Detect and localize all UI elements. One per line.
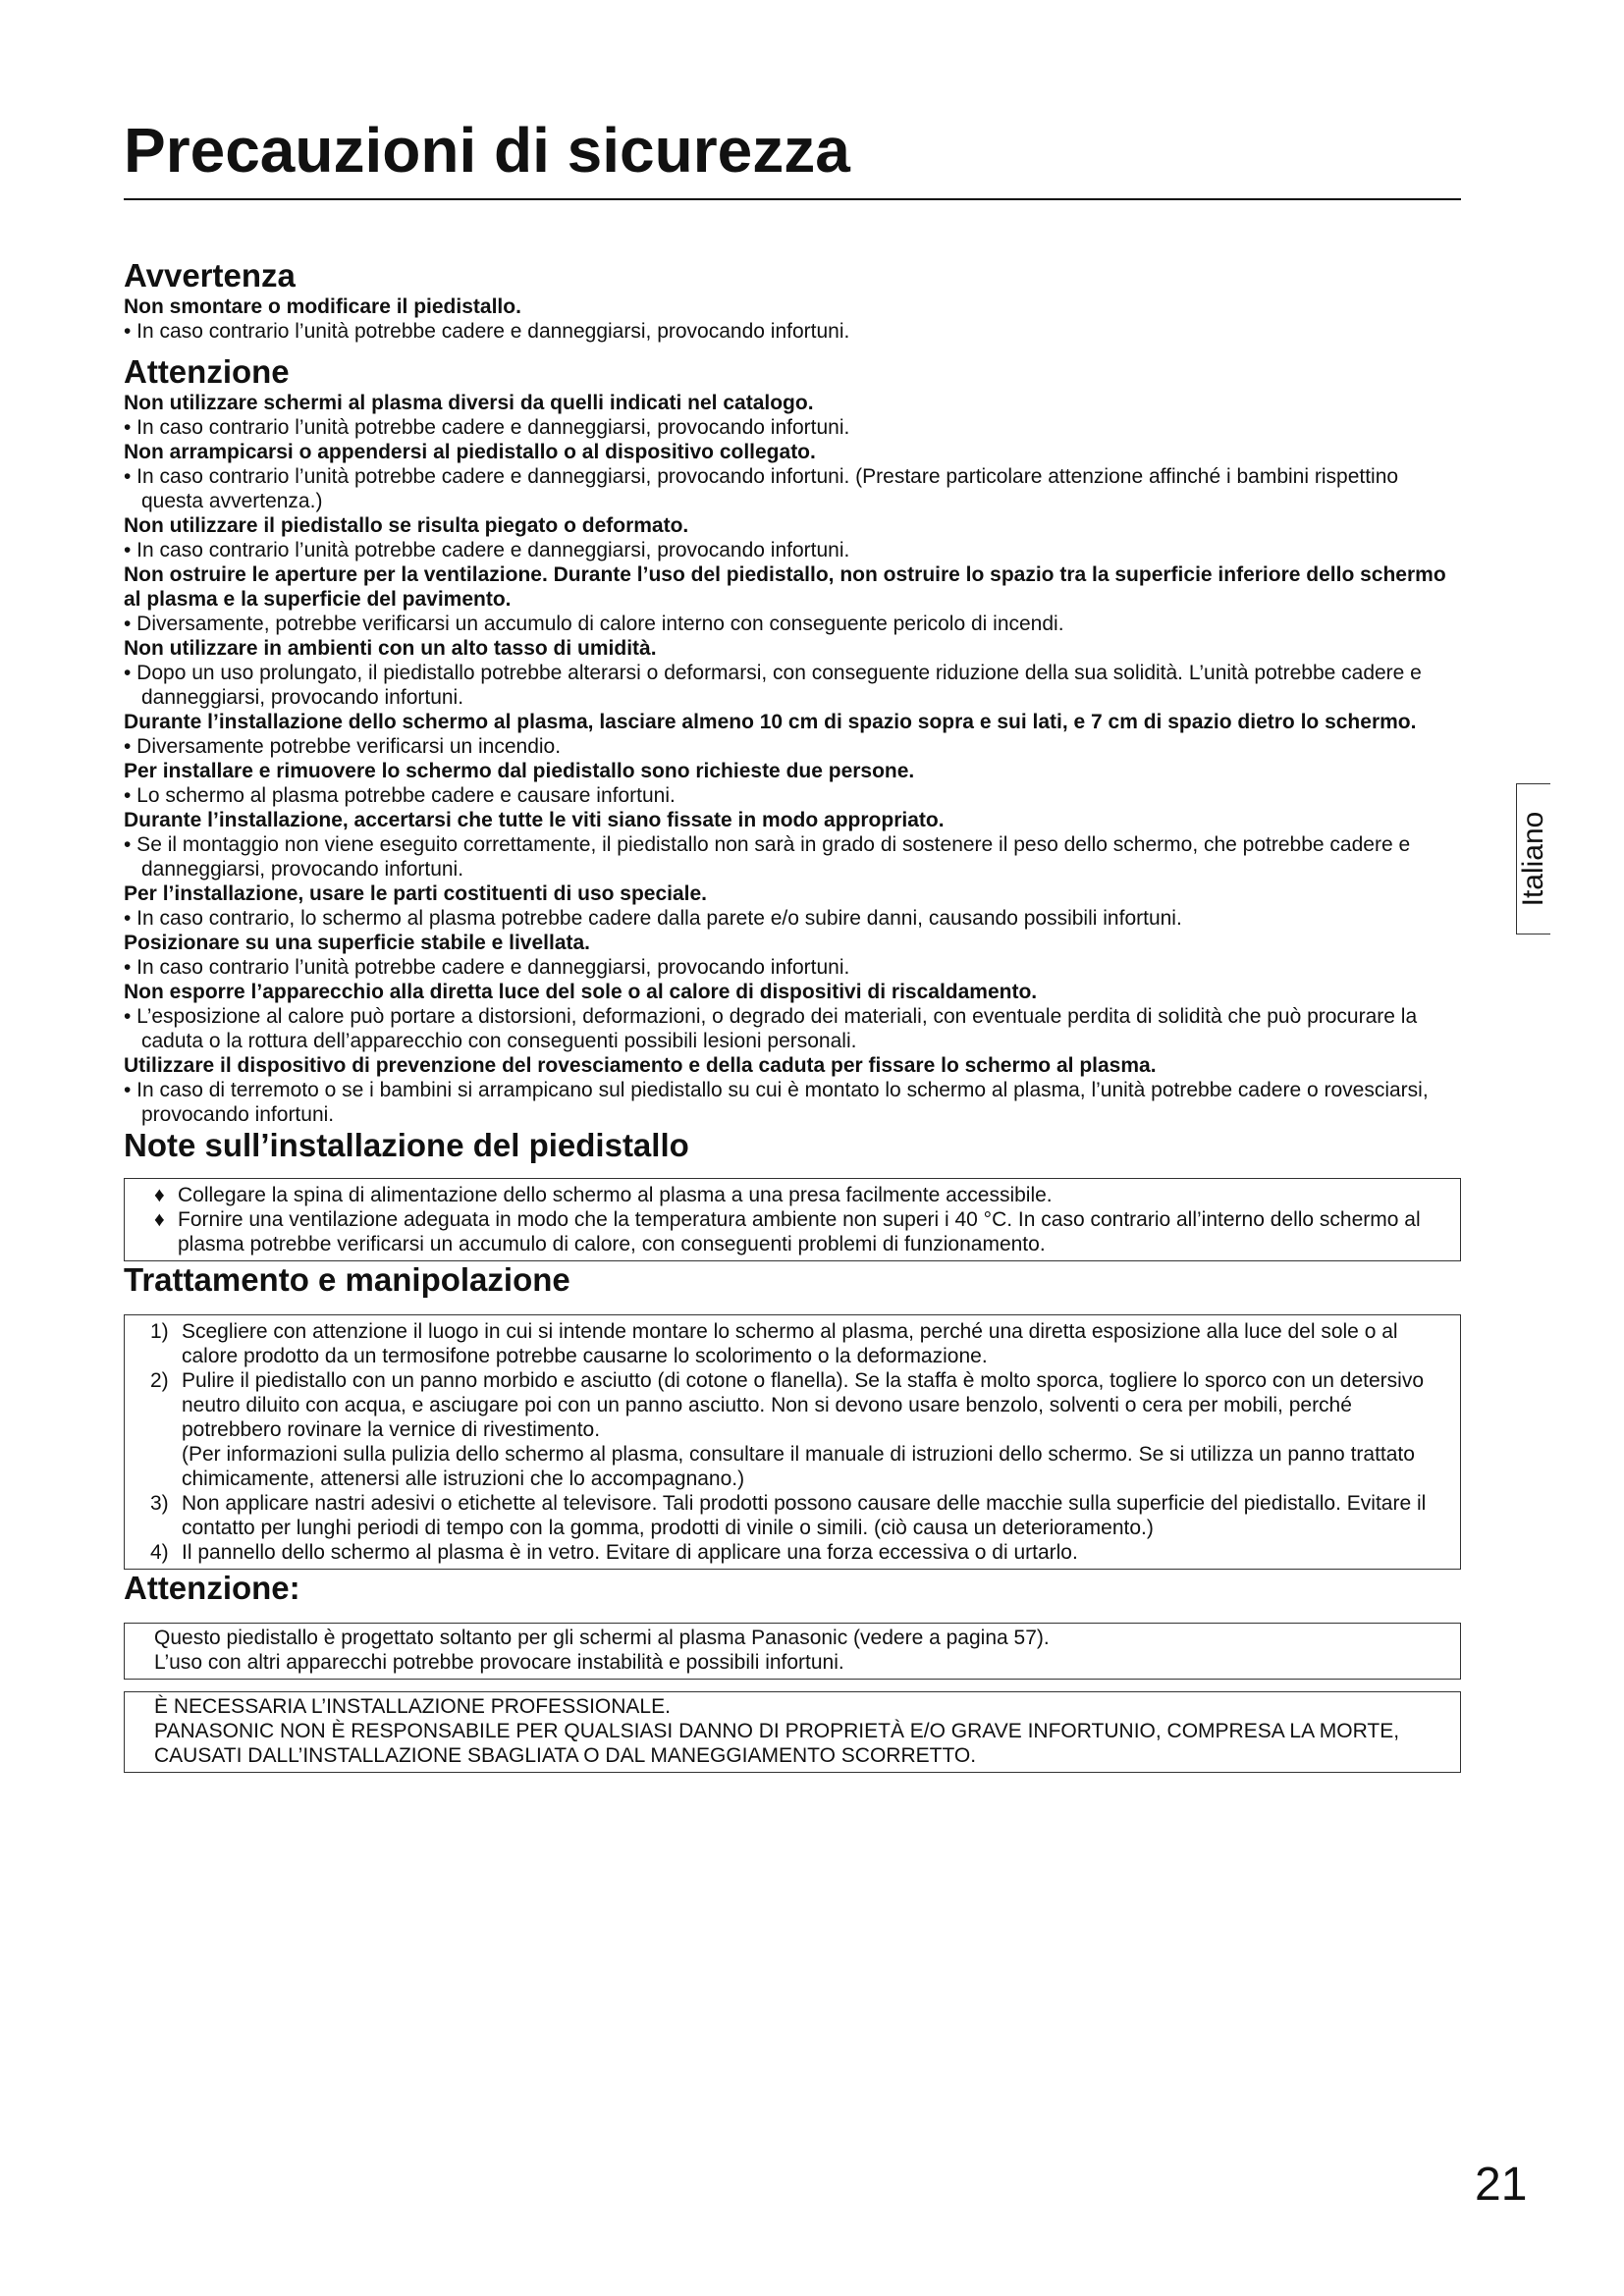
- list-item-text: Il pannello dello schermo al plasma è in vetro. Evitare di applicare una forza eccessiva o di urtarlo.: [182, 1540, 1078, 1564]
- caution-item-note: • Dopo un uso prolungato, il piedistallo potrebbe alterarsi o deformarsi, con conseguente riduzione della sua solidità. L’unità potrebbe cadere e danneggiarsi, provocando infortuni.: [124, 661, 1422, 709]
- caution-item-title: Utilizzare il dispositivo di prevenzione del rovesciamento e della caduta per fissare lo schermo al plasma.: [124, 1053, 1157, 1077]
- caution-item-title: Per installare e rimuovere lo schermo dal piedistallo sono richieste due persone.: [124, 759, 915, 782]
- handling-heading: Trattamento e manipolazione: [124, 1260, 570, 1298]
- caution-item-note: • In caso di terremoto o se i bambini si arrampicano sul piedistallo su cui è montato lo schermo al plasma, l’unità potrebbe cadere o rovesciarsi, provocando infortuni.: [124, 1078, 1429, 1126]
- list-item-text: Non applicare nastri adesivi o etichette al televisore. Tali prodotti possono causare delle macchie sulla superficie del piedistallo. Evitare il contatto per lunghi periodi di tempo con la gomma, prodotti di vinile o simili. (ciò causa un deterioramento.): [182, 1491, 1427, 1539]
- professional-install-box: [124, 1691, 1461, 1773]
- warning-list: [124, 294, 1461, 344]
- caution-list: [124, 391, 1461, 1127]
- caution-item-title: Durante l’installazione, accertarsi che tutte le viti siano fissate in modo appropriato.: [124, 808, 945, 831]
- list-item: [150, 1368, 1450, 1491]
- list-item-text: Pulire il piedistallo con un panno morbido e asciutto (di cotone o flanella). Se la staffa è molto sporca, togliere lo sporco con un detersivo neutro diluito con acqua, e asciugare poi con un panno asciutto. Non si devono usare benzolo, solventi o cera per mobili, perché potrebbero rovinare la vernice di rivestimento.: [182, 1368, 1425, 1441]
- warning-heading: Avvertenza: [124, 257, 296, 294]
- list-item: [154, 1183, 1450, 1207]
- caution-item-note: • Diversamente potrebbe verificarsi un incendio.: [124, 734, 562, 758]
- caution-heading: Attenzione: [124, 352, 290, 390]
- caution2-heading: Attenzione:: [124, 1569, 300, 1606]
- caution-item-note: • In caso contrario l’unità potrebbe cadere e danneggiarsi, provocando infortuni.: [124, 955, 850, 979]
- professional-line: PANASONIC NON È RESPONSABILE PER QUALSIASI DANNO DI PROPRIETÀ E/O GRAVE INFORTUNIO, COMPRESA LA MORTE, CAUSATI DALL’INSTALLAZIONE SBAGLIATA O DAL MANEGGIAMENTO SCORRETTO.: [154, 1719, 1400, 1767]
- list-item-number: 2): [150, 1368, 169, 1392]
- caution-item-title: Non utilizzare il piedistallo se risulta piegato o deformato.: [124, 513, 689, 537]
- language-tab: [1516, 783, 1550, 934]
- list-item: [150, 1319, 1450, 1368]
- list-item-text: Scegliere con attenzione il luogo in cui si intende montare lo schermo al plasma, perché una diretta esposizione alla luce del sole o al calore prodotto da un termosifone potrebbe causarne lo scolorimento o la deformazione.: [182, 1319, 1398, 1367]
- caution-item-note: • Lo schermo al plasma potrebbe cadere e causare infortuni.: [124, 783, 676, 807]
- caution-item-title: Non utilizzare in ambienti con un alto tasso di umidità.: [124, 636, 657, 660]
- diamond-bullet-icon: ♦: [154, 1207, 165, 1231]
- caution2-box: [124, 1623, 1461, 1680]
- caution-item-title: Durante l’installazione dello schermo al plasma, lasciare almeno 10 cm di spazio sopra e sui lati, e 7 cm di spazio dietro lo schermo.: [124, 710, 1417, 733]
- caution2-line: Questo piedistallo è progettato soltanto per gli schermi al plasma Panasonic (vedere a pagina 57).: [154, 1626, 1050, 1649]
- list-item-number: 3): [150, 1491, 169, 1515]
- caution-item-title: Per l’installazione, usare le parti costituenti di uso speciale.: [124, 881, 708, 905]
- content: [124, 257, 1461, 1773]
- caution-item-title: Non arrampicarsi o appendersi al piedistallo o al dispositivo collegato.: [124, 440, 816, 463]
- caution-item-note: • Se il montaggio non viene eseguito correttamente, il piedistallo non sarà in grado di sostenere il peso dello schermo, che potrebbe cadere e danneggiarsi, provocando infortuni.: [124, 832, 1411, 881]
- list-item: [150, 1540, 1450, 1565]
- installation-notes-box: [124, 1178, 1461, 1261]
- caution2-line: L’uso con altri apparecchi potrebbe provocare instabilità e possibili infortuni.: [154, 1650, 844, 1674]
- caution-item-note: • Diversamente, potrebbe verificarsi un accumulo di calore interno con conseguente pericolo di incendi.: [124, 612, 1064, 635]
- caution-item-note: • In caso contrario l’unità potrebbe cadere e danneggiarsi, provocando infortuni.: [124, 538, 850, 561]
- list-item-text: Collegare la spina di alimentazione dello schermo al plasma a una presa facilmente accessibile.: [178, 1183, 1053, 1206]
- list-item: [150, 1491, 1450, 1540]
- page-number: 21: [1475, 2159, 1528, 2211]
- warning-item-title: Non smontare o modificare il piedistallo.: [124, 294, 521, 318]
- professional-line: È NECESSARIA L’INSTALLAZIONE PROFESSIONALE.: [154, 1694, 671, 1718]
- list-item-number: 4): [150, 1540, 169, 1564]
- list-item-text: Fornire una ventilazione adeguata in modo che la temperatura ambiente non superi i 40 °C. In caso contrario all’interno dello schermo al plasma potrebbe verificarsi un accumulo di calore, con conseguenti problemi di funzionamento.: [178, 1207, 1421, 1255]
- caution-item-note: • In caso contrario, lo schermo al plasma potrebbe cadere dalla parete e/o subire danni, causando possibili infortuni.: [124, 906, 1182, 930]
- list-item: [154, 1207, 1450, 1256]
- page-title: Precauzioni di sicurezza: [124, 116, 1461, 200]
- caution-item-title: Non esporre l’apparecchio alla diretta luce del sole o al calore di dispositivi di riscaldamento.: [124, 980, 1038, 1003]
- caution-item-note: • In caso contrario l’unità potrebbe cadere e danneggiarsi, provocando infortuni. (Prestare particolare attenzione affinché i bambini rispettino questa avvertenza.): [124, 464, 1399, 512]
- caution-item-note: • In caso contrario l’unità potrebbe cadere e danneggiarsi, provocando infortuni.: [124, 415, 850, 439]
- warning-item-note: • In caso contrario l’unità potrebbe cadere e danneggiarsi, provocando infortuni.: [124, 319, 850, 343]
- list-item-extra: (Per informazioni sulla pulizia dello schermo al plasma, consultare il manuale di istruzioni dello schermo. Se si utilizza un panno trattato chimicamente, attenersi alle istruzioni che lo accompagnano.): [182, 1442, 1415, 1490]
- handling-box: [124, 1314, 1461, 1570]
- installation-notes-heading: Note sull’installazione del piedistallo: [124, 1126, 689, 1163]
- caution-item-note: • L’esposizione al calore può portare a distorsioni, deformazioni, o degrado dei materiali, con eventuale perdita di solidità che può procurare la caduta o la rottura dell’apparecchio con conseguenti possibili lesioni personali.: [124, 1004, 1418, 1052]
- diamond-bullet-icon: ♦: [154, 1183, 165, 1206]
- language-tab-label: Italiano: [1517, 811, 1549, 907]
- caution-item-title: Posizionare su una superficie stabile e livellata.: [124, 931, 591, 954]
- caution-item-title: Non ostruire le aperture per la ventilazione. Durante l’uso del piedistallo, non ostruire lo spazio tra la superficie inferiore dello schermo al plasma e la superficie del pavimento.: [124, 562, 1446, 611]
- caution-item-title: Non utilizzare schermi al plasma diversi da quelli indicati nel catalogo.: [124, 391, 814, 414]
- list-item-number: 1): [150, 1319, 169, 1343]
